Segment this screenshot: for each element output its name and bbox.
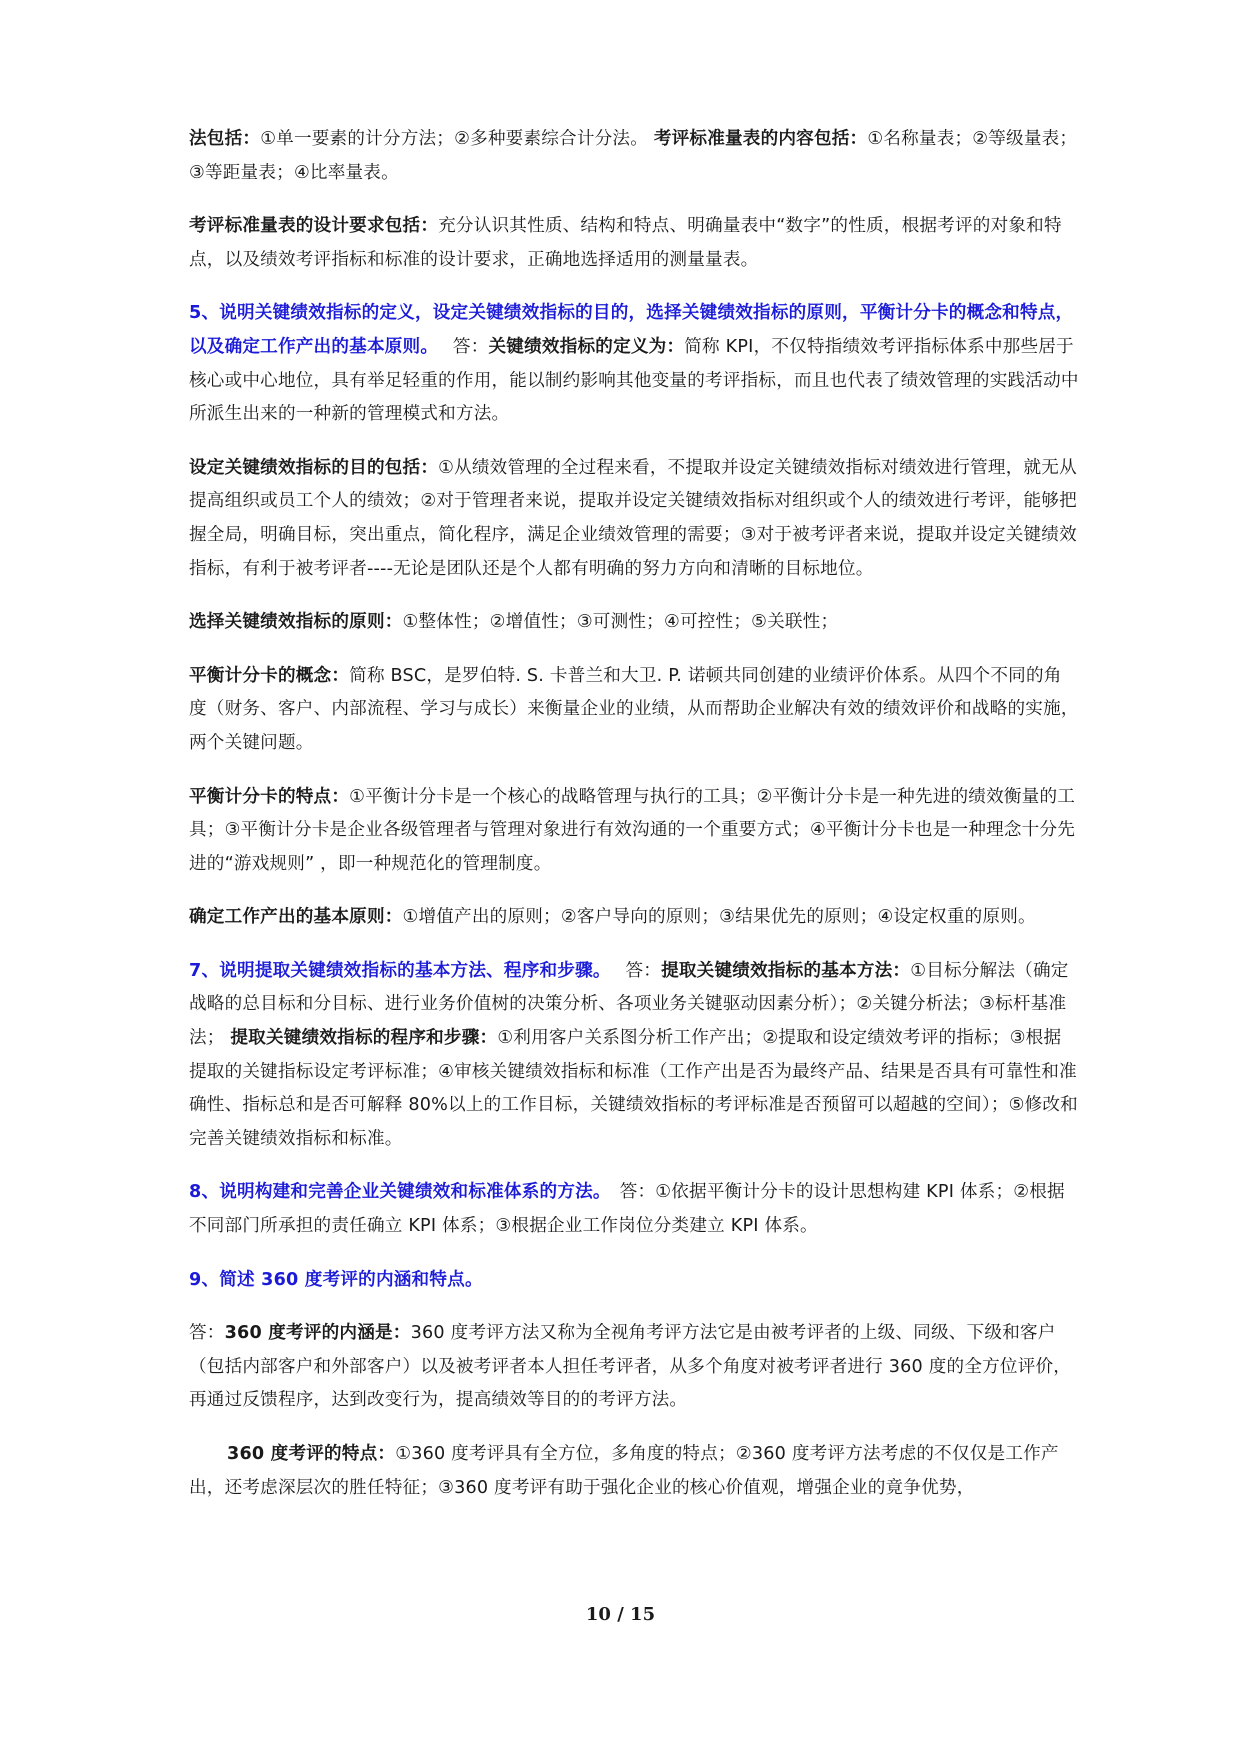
bold-label: 选择关键绩效指标的原则： <box>189 612 403 633</box>
body-text: 答： <box>601 960 662 981</box>
body-text: ①增值产出的原则；②客户导向的原则；③结果优先的原则；④设定权重的原则。 <box>402 907 1036 928</box>
paragraph-p11 <box>189 1264 1079 1298</box>
paragraph-p4 <box>189 452 1079 586</box>
bold-label: 考评标准量表的内容包括： <box>653 129 868 149</box>
paragraph-p1 <box>189 123 1079 190</box>
bold-label: 法包括： <box>189 129 261 149</box>
body-text: ①目标分解法（确定战略的总目标和分目标、进行业务价值树的决策分析、各项业务关键驱动因素分析）；②关键分析法；③标杆基准法； <box>189 960 1069 1049</box>
body-text: 简称 KPI，不仅特指绩效考评指标体系中那些居于核心或中心地位，具有举足轻重的作用，能以制约影响其他变量的考评指标，而且也代表了绩效管理的实践活动中所派生出来的一种新的管理模式和方法。 <box>189 336 1079 425</box>
body-text: ①利用客户关系图分析工作产出；②提取和设定绩效考评的指标；③根据提取的关键指标设定考评标准；④审核关键绩效指标和标准（工作产出是否为最终产品、结果是否具有可靠性和准确性、指标总和是否可解释 80%以上的工作目标，关键绩效指标的考评标准是否预留可以超越的空间）；⑤修改和完善关键绩效指标和标准。 <box>189 1028 1078 1149</box>
paragraph-p10 <box>189 1176 1079 1243</box>
question-heading: 8、说明构建和完善企业关键绩效和标准体系的方法。 <box>189 1182 602 1203</box>
bold-label: 关键绩效指标的定义为： <box>488 336 685 357</box>
body-text: ①从绩效管理的全过程来看，不提取并设定关键绩效指标对绩效进行管理，就无从提高组织或员工个人的绩效；②对于管理者来说，提取并设定关键绩效指标对组织或个人的绩效进行考评，能够把握全局，明确目标，突出重点，简化程序，满足企业绩效管理的需要；③对于被考评者来说，提取并设定关键绩效指标，有利于被考评者----无论是团队还是个人都有明确的努力方向和清晰的目标地位。 <box>189 457 1077 579</box>
bold-label: 360 度考评的内涵是： <box>224 1323 411 1344</box>
body-text: ①整体性；②增值性；③可测性；④可控性；⑤关联性； <box>402 612 839 633</box>
bold-label: 确定工作产出的基本原则： <box>189 907 403 928</box>
bold-label: 平衡计分卡的特点： <box>189 786 350 807</box>
body-text: ①名称量表；②等级量表；③等距量表；④比率量表。 <box>189 129 1078 183</box>
bold-label: 平衡计分卡的概念： <box>189 665 350 686</box>
question-heading: 5、说明关键绩效指标的定义，设定关键绩效指标的目的，选择关键绩效指标的原则，平衡计分卡的概念和特点，以及确定工作产出的基本原则。 <box>189 303 1074 357</box>
bold-label: 提取关键绩效指标的程序和步骤： <box>230 1028 498 1049</box>
body-text: ①360 度考评具有全方位，多角度的特点；②360 度考评方法考虑的不仅仅是工作产出，还考虑深层次的胜任特征；③360 度考评有助于强化企业的核心价值观，增强企业的竟争优势， <box>189 1444 1059 1498</box>
body-text: 答：①依据平衡计分卡的设计思想构建 KPI 体系；②根据不同部门所承担的责任确立 KPI 体系；③根据企业工作岗位分类建立 KPI 体系。 <box>189 1182 1065 1237</box>
bold-label: 360 度考评的特点： <box>227 1444 396 1464</box>
question-heading: 7、说明提取关键绩效指标的基本方法、程序和步骤。 <box>189 960 602 981</box>
document-body <box>189 123 1079 1525</box>
paragraph-p5 <box>189 606 1079 640</box>
body-text: 答： <box>189 1323 225 1344</box>
body-text: ①平衡计分卡是一个核心的战略管理与执行的工具；②平衡计分卡是一种先进的绩效衡量的工具；③平衡计分卡是企业各级管理者与管理对象进行有效沟通的一个重要方式；④平衡计分卡也是一种理念十分先进的“游戏规则” ，即一种规范化的管理制度。 <box>189 786 1076 874</box>
paragraph-p6 <box>189 660 1079 761</box>
paragraph-p3 <box>189 297 1079 431</box>
paragraph-p2 <box>189 210 1079 277</box>
bold-label: 设定关键绩效指标的目的包括： <box>189 457 439 478</box>
paragraph-p7 <box>189 781 1079 882</box>
bold-label: 考评标准量表的设计要求包括： <box>189 216 439 237</box>
body-text: ①单一要素的计分方法；②多种要素综合计分法。 <box>260 129 654 149</box>
paragraph-p9 <box>189 955 1079 1157</box>
question-heading: 9、简述 360 度考评的内涵和特点。 <box>189 1269 483 1290</box>
paragraph-p12 <box>189 1317 1079 1418</box>
body-text: 360 度考评方法又称为全视角考评方法它是由被考评者的上级、同级、下级和客户（包括内部客户和外部客户）以及被考评者本人担任考评者，从多个角度对被考评者进行 360 度的全方位评价，再通过反馈程序，达到改变行为，提高绩效等目的的考评方法。 <box>189 1323 1072 1411</box>
paragraph-p8 <box>189 901 1079 935</box>
bold-label: 提取关键绩效指标的基本方法： <box>661 960 911 981</box>
body-text: 充分认识其性质、结构和特点、明确量表中“数字”的性质，根据考评的对象和特点，以及绩效考评指标和标准的设计要求，正确地选择适用的测量量表。 <box>189 216 1062 270</box>
page-number: 10 / 15 <box>585 1604 656 1625</box>
paragraph-p13 <box>189 1438 1079 1505</box>
body-text: 答： <box>429 336 489 357</box>
body-text: 简称 BSC，是罗伯特. S. 卡普兰和大卫. P. 诺顿共同创建的业绩评价体系。从四个不同的角度（财务、客户、内部流程、学习与成长）来衡量企业的业绩，从而帮助企业解决有效的绩效评价和战略的实施，两个关键问题。 <box>189 665 1079 753</box>
